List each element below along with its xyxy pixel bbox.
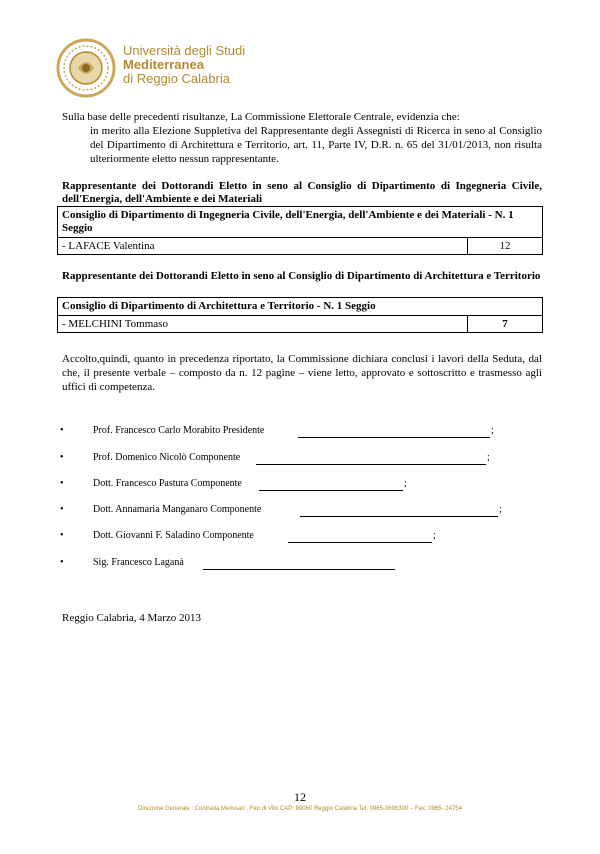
signatory-row [60,425,540,439]
signatory-name: Prof. Domenico Nicolò Componente [93,452,241,463]
section2-title: Rappresentante dei Dottorandi Eletto in seno al Consiglio di Dipartimento di Architettura e Territorio [62,270,541,282]
section2-table-header: Consiglio di Dipartimento di Architettura e Territorio - N. 1 Seggio [58,298,543,316]
signatory-name: Dott. Giovanni F. Saladino Componente [93,530,254,541]
signature-line [203,557,395,570]
signature-line [256,452,486,465]
page-number: 12 [294,790,306,804]
university-name-line1: Università degli Studi [123,43,246,58]
bullet-icon: • [60,557,64,568]
signature-line [288,530,432,543]
signature-line [259,478,403,491]
section2-results-table [57,297,543,333]
university-name-line3: di Reggio Calabria [123,71,230,86]
signatory-name: Prof. Francesco Carlo Morabito Presidente [93,425,265,436]
university-name-line2: Mediterranea [123,57,204,72]
section2-candidate-name: - MELCHINI Tommaso [58,316,468,333]
signatory-end: ; [487,452,490,463]
signatory-end: ; [491,425,494,436]
bullet-icon: • [60,504,64,515]
signatory-row [60,504,540,518]
document-date: Reggio Calabria, 4 Marzo 2013 [62,612,201,624]
signatory-end: ; [499,504,502,515]
section1-table-header: Consiglio di Dipartimento di Ingegneria Civile, dell'Energia, dell'Ambiente e dei Materiali - N. 1 Seggio [58,207,543,238]
intro-indented-paragraph: in merito alla Elezione Suppletiva del Rappresentante degli Assegnisti di Ricerca in seno al Consiglio del Dipartimento di Architettura e Territorio, art. 11, Parte IV, D.R. n. 65 del 31/01/2013, non risulta ulteriormente eletto nessun rappresentante. [90,125,542,165]
signatory-name: Dott. Francesco Pastura Componente [93,478,242,489]
intro-paragraph: Sulla base delle precedenti risultanze, La Commissione Elettorale Centrale, evidenzia che: [62,111,460,123]
bullet-icon: • [60,452,64,463]
bullet-icon: • [60,425,64,436]
signature-line [298,425,490,438]
signatory-row [60,557,540,571]
section1-candidate-name: - LAFACE Valentina [58,238,468,255]
section1-votes: 12 [468,238,543,255]
signature-line [300,504,498,517]
university-name [123,44,245,86]
signatory-name: Dott. Annamaria Manganaro Componente [93,504,262,515]
section2-votes: 7 [468,316,543,333]
bullet-icon: • [60,478,64,489]
signatory-end: ; [404,478,407,489]
signatory-row [60,452,540,466]
bullet-icon: • [60,530,64,541]
signatory-row [60,478,540,492]
section1-results-table [57,206,543,255]
signatory-end: ; [433,530,436,541]
signatory-row [60,530,540,544]
conclusion-paragraph: Accolto,quindi, quanto in precedenza riportato, la Commissione dichiara conclusi i lavori della Seduta, dal che, il presente verbale – composto da n. 12 pagine – viene letto, approvato e sottoscritto e trasmesso agli uffici di competenza. [62,353,542,393]
university-seal-icon [56,38,116,98]
section1-title: Rappresentante dei Dottorandi Eletto in seno al Consiglio di Dipartimento di Ingegneria Civile, dell'Energia, dell'Ambiente e dei Materiali [62,180,542,205]
signatory-name: Sig. Francesco Laganà [93,557,184,568]
footer-address: Direzione Generale : Contrada Melissari , Feo di Vito CAP: 89060 Reggio Calabria Tel: 0965-3695300 – Fax: 0965- 24754 [138,806,462,812]
